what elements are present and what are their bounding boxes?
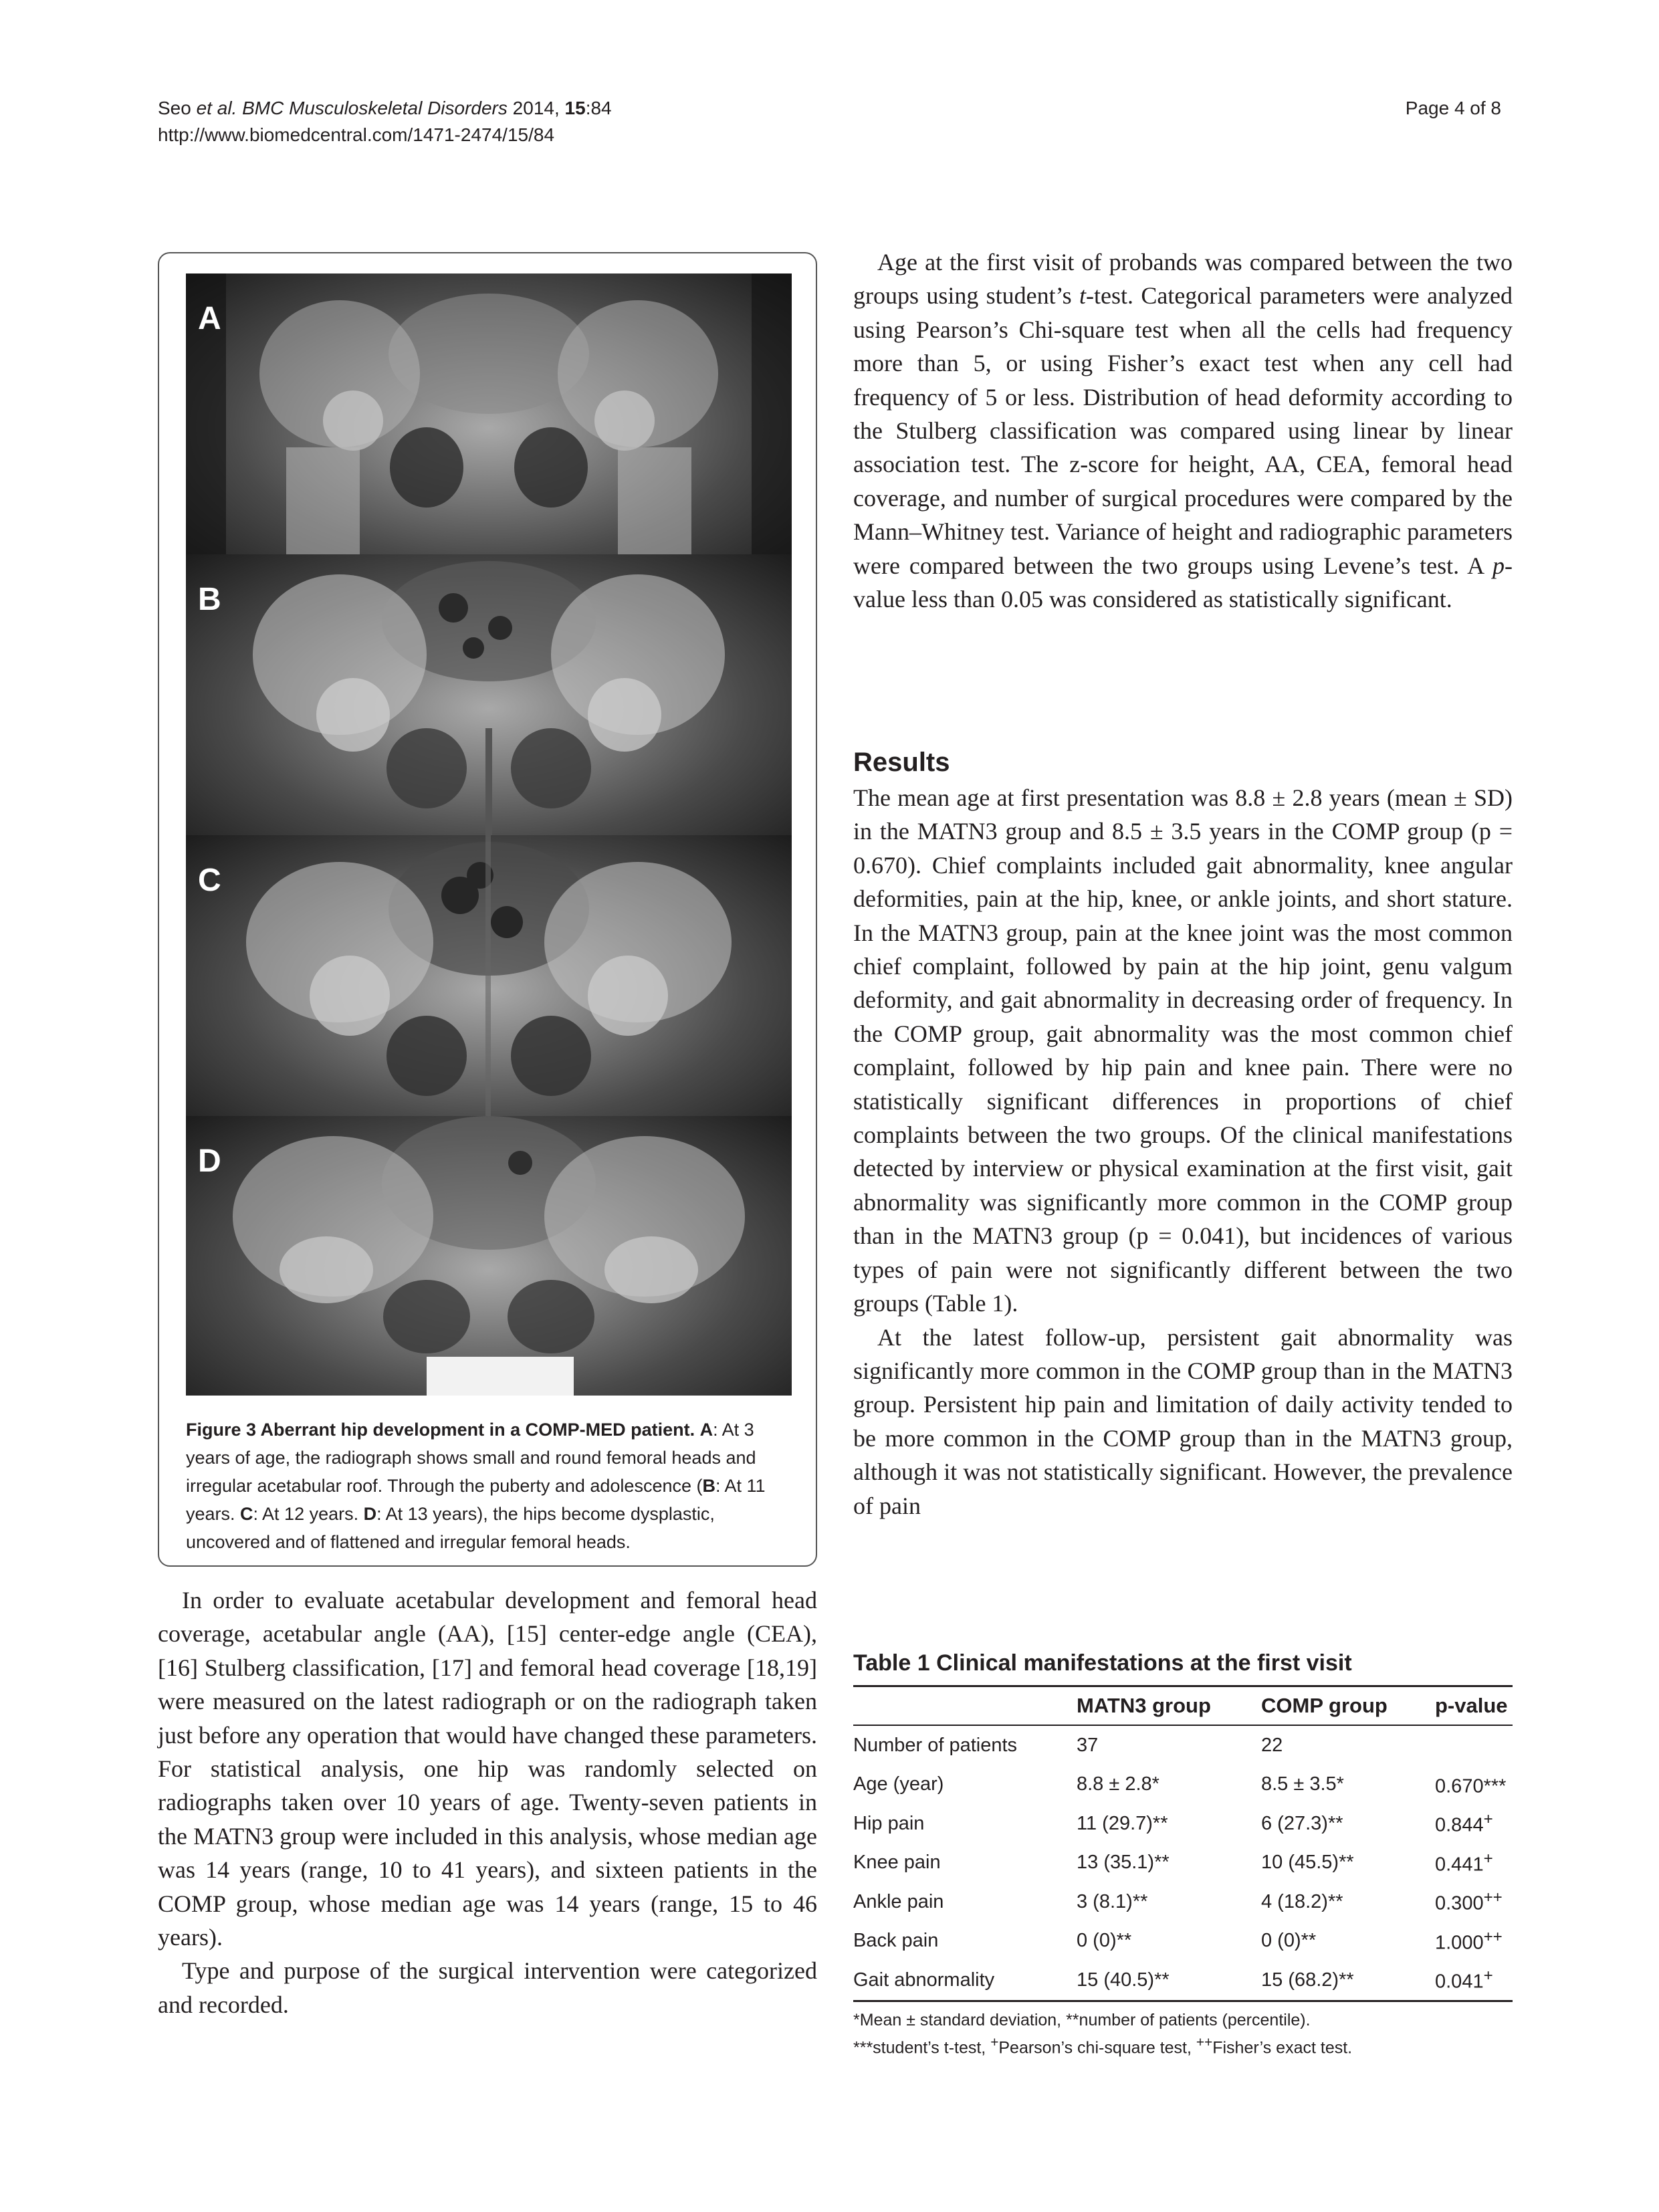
- stats-text-a: Age at the first visit of probands was compared between the two groups using student’s: [853, 249, 1513, 310]
- matn3-value: 8.8 ± 2.8*: [1077, 1773, 1159, 1795]
- table-header-blank: [853, 1686, 1077, 1726]
- stats-text-t: t: [1079, 282, 1087, 310]
- results-paragraph-1: The mean age at first presentation was 8.8 ± 2.8 years (mean ± SD) in the MATN3 group and 8.5 ± 3.5 years in the COMP group (p = 0.670). Chief complaints included gait abnormality, knee angular deformities, pain at the hip, knee, or ankle joints, and short stature. In the MATN3 group, pain at the knee joint was the most common chief complaint, followed by pain at the hip joint, genu valgum deformity, and gait abnormality in decreasing order of frequency. In the COMP group, gait abnormality was the most common chief complaint, followed by hip pain and knee pain. There were no statistically significant differences in proportions of chief complaints between the two groups. Of the clinical manifestations detected by interview or physical examination at the first visit, gait abnormality was significantly more common in the COMP group than in the MATN3 group (p = 0.041), but incidences of various types of pain were not significantly different between the two groups (Table 1).: [853, 784, 1513, 1317]
- methods-paragraph-statistics: [853, 245, 1513, 616]
- radiograph-stack: [186, 273, 792, 1396]
- p-value: 1.000++: [1435, 1927, 1503, 1954]
- citation-authors: Seo: [158, 98, 191, 118]
- row-label: Number of patients: [853, 1734, 1018, 1756]
- right-column-methods: [853, 245, 1513, 616]
- matn3-value: 15 (40.5)**: [1077, 1961, 1261, 2001]
- comp-value: 10 (45.5)**: [1261, 1852, 1354, 1874]
- comp-value: 15 (68.2)**: [1261, 1961, 1435, 2001]
- figure-caption: [186, 1416, 792, 1556]
- comp-value: 0 (0)**: [1261, 1930, 1317, 1952]
- row-label: Hip pain: [853, 1812, 925, 1834]
- table-header-comp: COMP group: [1261, 1686, 1435, 1726]
- p-value: [1435, 1725, 1513, 1765]
- comp-value: 6 (27.3)**: [1261, 1812, 1343, 1834]
- p-value: 0.441+: [1435, 1849, 1493, 1876]
- figure-caption-title: Figure 3 Aberrant hip development in a COMP-MED patient.: [186, 1420, 695, 1440]
- p-value: 0.041+: [1435, 1961, 1513, 2001]
- comp-value: 22: [1261, 1734, 1283, 1756]
- caption-panel-d: D: [363, 1504, 377, 1524]
- left-column-text: [158, 1583, 817, 2021]
- pelvis-radiograph-d: [186, 1116, 792, 1396]
- caption-text-d: : At 13 years), the hips become dysplastic, uncovered and of flattened and irregular femoral heads.: [186, 1504, 715, 1552]
- panel-label-c: C: [198, 863, 221, 898]
- caption-panel-b: B: [702, 1476, 715, 1496]
- citation-journal: BMC Musculoskeletal Disorders: [242, 98, 508, 118]
- caption-text-b: : At 11 years.: [186, 1476, 766, 1524]
- figure-3: [158, 252, 817, 1567]
- panel-label-a: A: [198, 301, 221, 336]
- comp-value: 4 (18.2)**: [1261, 1890, 1343, 1912]
- radiograph-panel-d: [186, 1116, 792, 1396]
- row-label: Ankle pain: [853, 1890, 944, 1912]
- matn3-value: 11 (29.7)**: [1077, 1812, 1168, 1834]
- footnote-line-1: *Mean ± standard deviation, **number of patients (percentile).: [853, 2011, 1311, 2029]
- row-label: Age (year): [853, 1773, 944, 1795]
- comp-value: 8.5 ± 3.5*: [1261, 1773, 1344, 1795]
- right-column-results: [853, 781, 1513, 1523]
- table-1: [853, 1685, 1513, 2002]
- matn3-value: 13 (35.1)**: [1077, 1852, 1170, 1874]
- p-value: 0.300++: [1435, 1888, 1503, 1915]
- panel-label-b: B: [198, 582, 221, 617]
- radiograph-panel-a: [186, 273, 792, 554]
- stats-text-p: p: [1492, 552, 1505, 579]
- p-value: 0.670***: [1435, 1775, 1507, 1797]
- citation-year: 2014,: [512, 98, 560, 118]
- citation-etal: et al.: [196, 98, 237, 118]
- radiograph-panel-c: [186, 835, 792, 1116]
- table-header-matn3: MATN3 group: [1077, 1686, 1261, 1726]
- citation-line: [158, 95, 612, 122]
- table-header-row: [853, 1686, 1513, 1726]
- running-header-left: [158, 95, 612, 148]
- results-paragraph-2: At the latest follow-up, persistent gait abnormality was significantly more common in the COMP group than in the MATN3 group. Persistent hip pain and limitation of daily activity tended to be more common in the COMP group than in the MATN3 group, although it was not statistically significant. However, the prevalence of pain: [853, 1323, 1513, 1519]
- matn3-value: 0 (0)**: [1077, 1930, 1132, 1952]
- panel-label-d: D: [198, 1143, 221, 1179]
- footnote-line-2: ***student’s t-test, +Pearson’s chi-square test, ++Fisher’s exact test.: [853, 2035, 1353, 2058]
- citation-article: :84: [585, 98, 612, 118]
- methods-paragraph-measurements: In order to evaluate acetabular development and femoral head coverage, acetabular angle (AA), [15] center-edge angle (CEA), [16] Stulberg classification, [17] and femoral head coverage [18,19] were measured on the latest radiograph or on the radiograph taken just before any operation that would have changed these parameters. For statistical analysis, one hip was randomly selected on radiographs taken over 10 years of age. Twenty-seven patients in the MATN3 group were included in this analysis, whose median age was 14 years (range, 10 to 41 years), and sixteen patients in the COMP group, whose median age was 14 years (range, 15 to 46 years).: [158, 1587, 817, 1951]
- matn3-value: 37: [1077, 1734, 1099, 1756]
- caption-panel-a: A: [699, 1420, 713, 1440]
- row-label: Knee pain: [853, 1852, 941, 1874]
- table-row: [853, 1922, 1513, 1961]
- table-1-footnote: [853, 2009, 1522, 2059]
- radiograph-panel-b: [186, 554, 792, 835]
- table-row: [853, 1725, 1513, 1765]
- table-header-pvalue: p-value: [1435, 1686, 1513, 1726]
- table-row: [853, 1882, 1513, 1922]
- p-value: 0.844+: [1435, 1810, 1493, 1837]
- row-label: Gait abnormality: [853, 1961, 1077, 2001]
- table-row: [853, 1844, 1513, 1883]
- citation-volume: 15: [564, 98, 586, 118]
- results-heading: Results: [853, 748, 950, 777]
- matn3-value: 3 (8.1)**: [1077, 1890, 1148, 1912]
- article-url[interactable]: http://www.biomedcentral.com/1471-2474/15/84: [158, 124, 555, 145]
- pelvis-radiograph-b: [186, 554, 792, 835]
- caption-panel-c: C: [240, 1504, 253, 1524]
- table-1-title: Table 1 Clinical manifestations at the first visit: [853, 1650, 1352, 1676]
- stats-text-c: -value less than 0.05 was considered as statistically significant.: [853, 552, 1513, 613]
- caption-text-a: : At 3 years of age, the radiograph shows small and round femoral heads and irregular acetabular roof. Through the puberty and adolescence (: [186, 1420, 756, 1496]
- stats-text-b: -test. Categorical parameters were analyzed using Pearson’s Chi-square test when all the cells had frequency more than 5, or using Fisher’s exact test when any cell had frequency of 5 or less. Distribution of head deformity according to the Stulberg classification was compared using linear by linear association test. The z-score for height, AA, CEA, femoral head coverage, and number of surgical procedures were compared by the Mann–Whitney test. Variance of height and radiographic parameters were compared between the two groups using Levene’s test. A: [853, 282, 1513, 579]
- page-number: Page 4 of 8: [1405, 98, 1501, 118]
- pelvis-radiograph-c: [186, 835, 792, 1116]
- row-label: Back pain: [853, 1930, 939, 1952]
- caption-text-c: : At 12 years.: [253, 1504, 364, 1524]
- table-row: [853, 1804, 1513, 1844]
- pelvis-radiograph-a: [186, 273, 792, 554]
- table-row: [853, 1961, 1513, 2001]
- methods-paragraph-surgery: Type and purpose of the surgical intervention were categorized and recorded.: [158, 1957, 817, 2018]
- table-row: [853, 1765, 1513, 1805]
